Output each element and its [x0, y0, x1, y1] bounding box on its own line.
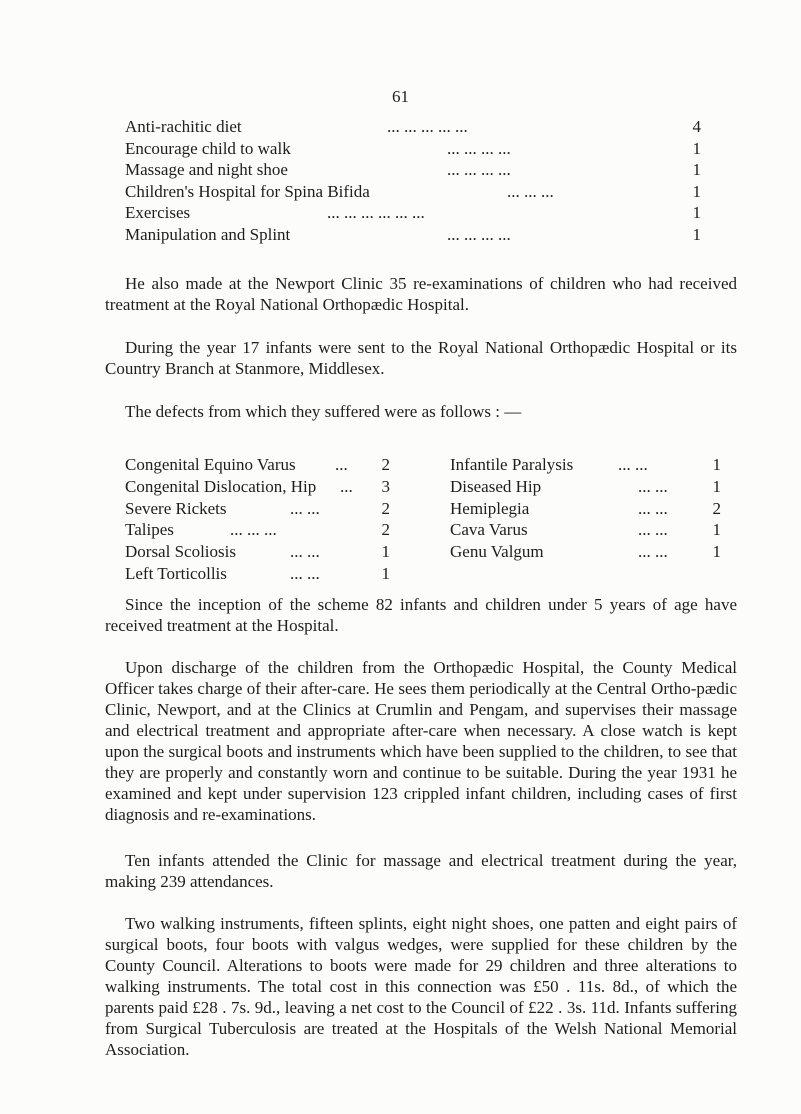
defect-count: 1 — [712, 455, 721, 474]
defect-count: 1 — [381, 563, 390, 583]
paragraph-inception: Since the inception of the scheme 82 infants and children under 5 years of age have received treatment at the Hospital. — [105, 595, 737, 635]
leader-dots: ... ... ... ... — [447, 160, 511, 179]
defect-label: Congenital Dislocation, Hip — [125, 476, 317, 496]
leader-dots: ... ... — [638, 542, 668, 562]
leader-dots: ... ... ... ... — [447, 138, 511, 158]
leader-dots: ... ... ... ... ... ... — [327, 203, 425, 222]
defect-count: 1 — [712, 476, 721, 496]
item-label: Manipulation and Splint — [125, 224, 291, 244]
item-count: 1 — [692, 160, 701, 179]
paragraph-reexaminations: He also made at the Newport Clinic 35 re-examinations of children who had received treatment at the Royal National Orthopædic Hospital. — [105, 274, 737, 314]
paragraph-massage: Ten infants attended the Clinic for massage and electrical treatment during the year, making 239 attendances. — [105, 851, 737, 891]
item-count: 1 — [692, 138, 701, 158]
list-item — [450, 498, 721, 520]
defect-count: 2 — [381, 520, 390, 540]
defects-left-column — [125, 454, 390, 585]
leader-dots: ... ... — [290, 542, 320, 562]
leader-dots: ... ... — [618, 455, 648, 474]
list-item — [450, 454, 721, 476]
list-item — [125, 181, 701, 203]
list-item — [125, 224, 701, 246]
leader-dots: ... — [340, 476, 353, 496]
item-label: Encourage child to walk — [125, 138, 291, 158]
defect-label: Left Torticollis — [125, 563, 227, 583]
page-number: 61 — [392, 87, 409, 106]
item-count: 1 — [692, 181, 701, 201]
item-count: 1 — [692, 224, 701, 244]
leader-dots: ... ... — [638, 476, 668, 496]
list-item — [125, 476, 390, 498]
list-item — [125, 454, 390, 476]
list-item — [125, 498, 390, 520]
defect-count: 1 — [712, 520, 721, 540]
leader-dots: ... ... — [638, 498, 668, 518]
defect-label: Hemiplegia — [450, 498, 530, 518]
defect-label: Infantile Paralysis — [450, 455, 574, 474]
list-item — [125, 541, 390, 563]
defect-count: 2 — [381, 498, 390, 518]
leader-dots: ... ... — [638, 520, 668, 540]
list-item — [125, 138, 701, 160]
list-item — [450, 476, 721, 498]
item-label: Anti-rachitic diet — [125, 117, 242, 136]
paragraph-instruments: Two walking instruments, fifteen splints, eight night shoes, one patten and eight pairs of surgical boots, four boots with valgus wedges, were supplied for these children by the County Council. Alterations to boots were made for 29 children and three alterations to walking instruments. The total cost in this connection was £50 . 11s. 8d., of which the parents paid £28 . 7s. 9d., leaving a net cost to the Council of £22 . 3s. 11d. Infants suffering from Surgical Tuberculosis are treated at the Hospitals of the Welsh National Memorial Association. — [105, 914, 737, 1059]
defect-label: Diseased Hip — [450, 476, 542, 496]
leader-dots: ... ... — [290, 498, 320, 518]
defect-count: 1 — [381, 542, 390, 562]
list-item — [125, 116, 701, 138]
leader-dots: ... ... ... — [507, 181, 554, 201]
list-item — [125, 563, 390, 585]
leader-dots: ... ... ... ... ... — [387, 117, 468, 136]
defect-label: Talipes — [125, 520, 174, 540]
list-item — [450, 519, 721, 541]
defect-label: Dorsal Scoliosis — [125, 542, 236, 562]
list-item — [125, 159, 701, 181]
defects-right-column — [450, 454, 721, 563]
paragraph-infants-sent: During the year 17 infants were sent to the Royal National Orthopædic Hospital or its Country Branch at Stanmore, Middlesex. — [105, 338, 737, 378]
item-label: Children's Hospital for Spina Bifida — [125, 181, 370, 201]
item-label: Massage and night shoe — [125, 160, 288, 179]
item-label: Exercises — [125, 203, 191, 222]
treatment-list — [125, 116, 701, 245]
paragraph-discharge: Upon discharge of the children from the Orthopædic Hospital, the County Medical Officer takes charge of their after-care. He sees them periodically at the Central Ortho-pædic Clinic, Newport, and at the Clinics at Crumlin and Pengam, and supervises their massage and electrical treatment and appropriate after-care when necessary. A close watch is kept upon the surgical boots and instruments which have been supplied to the children, to see that they are properly and constantly worn and continue to be suitable. During the year 1931 he examined and kept under supervision 123 crippled infant children, including cases of first diagnosis and re-examinations. — [105, 658, 737, 824]
defect-count: 1 — [712, 542, 721, 562]
leader-dots: ... ... ... ... — [447, 224, 511, 244]
leader-dots: ... ... — [290, 563, 320, 583]
list-item — [450, 541, 721, 563]
list-item — [125, 519, 390, 541]
defect-label: Severe Rickets — [125, 498, 227, 518]
defect-count: 3 — [381, 476, 390, 496]
defect-count: 2 — [712, 498, 721, 518]
leader-dots: ... — [335, 455, 348, 474]
item-count: 1 — [692, 203, 701, 222]
defect-label: Congenital Equino Varus — [125, 455, 296, 474]
defect-label: Cava Varus — [450, 520, 528, 540]
paragraph-defects-intro: The defects from which they suffered were as follows : — — [125, 402, 522, 421]
defect-label: Genu Valgum — [450, 542, 544, 562]
list-item — [125, 202, 701, 224]
defect-count: 2 — [381, 455, 390, 474]
item-count: 4 — [692, 117, 701, 136]
leader-dots: ... ... ... — [230, 520, 277, 540]
